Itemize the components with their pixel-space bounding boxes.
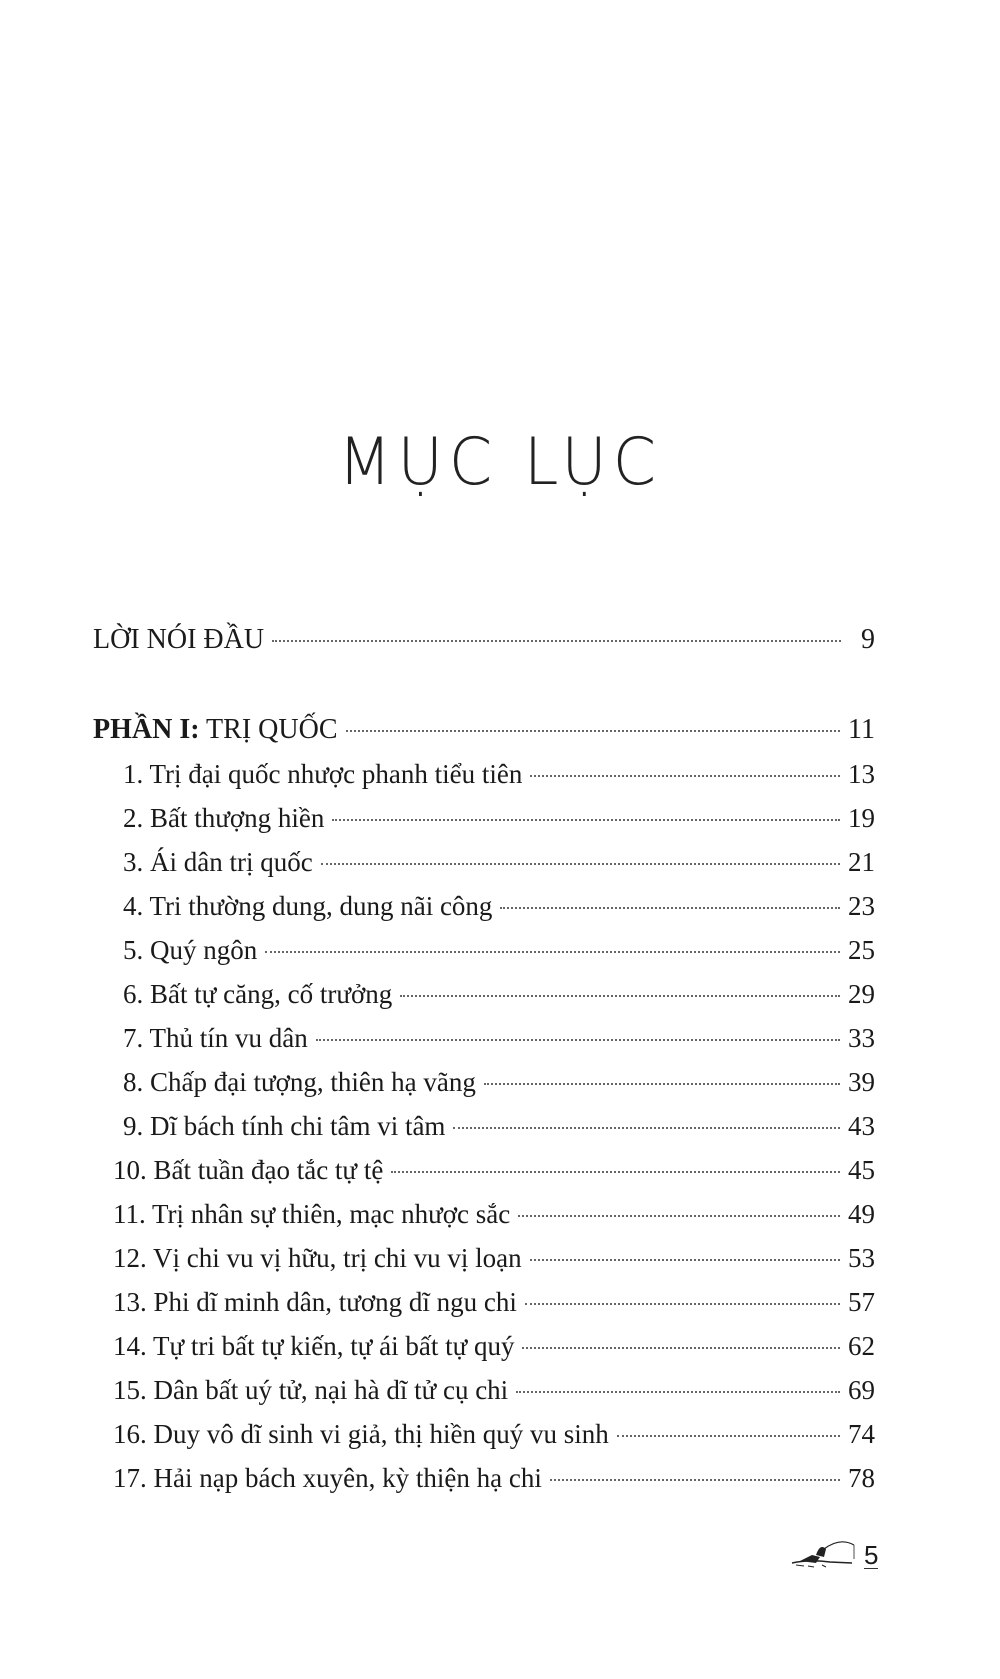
part-prefix: PHẦN I: <box>93 714 200 745</box>
dot-leader <box>550 1479 840 1481</box>
entry-label: 15. Dân bất uý tử, nại hà dĩ tử cụ chi <box>113 1375 509 1405</box>
entry-label: 2. Bất thượng hiền <box>123 803 325 833</box>
toc-entry[interactable] <box>93 1368 875 1412</box>
toc-entry[interactable] <box>93 1104 875 1148</box>
toc-entry[interactable] <box>93 1148 875 1192</box>
dot-leader <box>525 1303 840 1305</box>
toc-entry[interactable] <box>93 1280 875 1324</box>
toc-entry[interactable] <box>93 752 875 796</box>
part-title: TRỊ QUỐC <box>206 714 338 745</box>
dot-leader <box>617 1435 840 1437</box>
toc-entry[interactable] <box>93 1192 875 1236</box>
toc-entry[interactable] <box>93 1412 875 1456</box>
toc-entry[interactable] <box>93 1016 875 1060</box>
dot-leader <box>316 1039 840 1041</box>
fisherman-ornament-icon <box>790 1535 862 1569</box>
page-number: 5 <box>864 1540 879 1570</box>
dot-leader <box>522 1347 840 1349</box>
entry-label: 11. Trị nhân sự thiên, mạc nhược sắc <box>113 1199 511 1229</box>
dot-leader <box>272 640 841 642</box>
entry-label: 8. Chấp đại tượng, thiên hạ vãng <box>123 1067 476 1097</box>
entry-label: 3. Ái dân trị quốc <box>123 847 313 877</box>
entry-page: 53 <box>848 1243 875 1273</box>
toc-entry[interactable] <box>93 1236 875 1280</box>
dot-leader <box>391 1171 840 1173</box>
dot-leader <box>265 951 840 953</box>
page-footer <box>790 1535 878 1569</box>
toc-preface <box>93 618 875 662</box>
entry-page: 39 <box>848 1067 875 1097</box>
entry-page: 29 <box>848 979 875 1009</box>
entry-label: LỜI NÓI ĐẦU <box>93 624 265 655</box>
dot-leader <box>453 1127 840 1129</box>
dot-leader <box>500 907 840 909</box>
entry-page: 11 <box>848 714 875 745</box>
toc-entry[interactable] <box>93 884 875 928</box>
entry-label: 16. Duy vô dĩ sinh vi giả, thị hiền quý vu sinh <box>113 1419 609 1449</box>
toc-entry[interactable] <box>93 928 875 972</box>
dot-leader <box>484 1083 840 1085</box>
dot-leader <box>332 819 840 821</box>
entry-label: 4. Tri thường dung, dung nãi công <box>123 891 493 921</box>
toc-entry-part[interactable] <box>93 708 875 752</box>
entry-label: 5. Quý ngôn <box>123 935 258 965</box>
entry-page: 57 <box>848 1287 875 1317</box>
dot-leader <box>346 730 841 732</box>
dot-leader <box>530 775 840 777</box>
toc-entry[interactable] <box>93 1060 875 1104</box>
dot-leader <box>516 1391 840 1393</box>
entry-page: 49 <box>848 1199 875 1229</box>
toc-entry[interactable] <box>93 1456 875 1500</box>
entry-page: 69 <box>848 1375 875 1405</box>
toc-entry-preface[interactable] <box>93 618 875 662</box>
entry-label: 6. Bất tự căng, cố trưởng <box>123 979 393 1009</box>
entry-page: 45 <box>848 1155 875 1185</box>
entry-label: 14. Tự tri bất tự kiến, tự ái bất tự quý <box>113 1331 515 1361</box>
entry-label: 13. Phi dĩ minh dân, tương dĩ ngu chi <box>113 1287 517 1317</box>
entry-page: 21 <box>848 847 875 877</box>
entry-label: 9. Dĩ bách tính chi tâm vi tâm <box>123 1111 446 1141</box>
toc-entry[interactable] <box>93 1324 875 1368</box>
entry-label: 12. Vị chi vu vị hữu, trị chi vu vị loạn <box>113 1243 522 1273</box>
entry-page: 19 <box>848 803 875 833</box>
entry-label: 10. Bất tuần đạo tắc tự tệ <box>113 1155 384 1185</box>
entry-page: 23 <box>848 891 875 921</box>
dot-leader <box>400 995 840 997</box>
dot-leader <box>321 863 840 865</box>
dot-leader <box>518 1215 840 1217</box>
entry-page: 74 <box>848 1419 875 1449</box>
entry-page: 78 <box>848 1463 875 1493</box>
toc-part-1 <box>93 708 875 1500</box>
toc-items <box>93 752 875 1500</box>
entry-page: 33 <box>848 1023 875 1053</box>
entry-page: 13 <box>848 759 875 789</box>
page-title: MỤC LỤC <box>338 423 662 500</box>
entry-label <box>93 708 338 752</box>
dot-leader <box>530 1259 840 1261</box>
entry-page: 62 <box>848 1331 875 1361</box>
toc-entry[interactable] <box>93 796 875 840</box>
entry-label: 1. Trị đại quốc nhược phanh tiểu tiên <box>123 759 523 789</box>
entry-label: 17. Hải nạp bách xuyên, kỳ thiện hạ chi <box>113 1463 542 1493</box>
entry-label: 7. Thủ tín vu dân <box>123 1023 308 1053</box>
entry-page: 9 <box>861 624 875 655</box>
toc-entry[interactable] <box>93 840 875 884</box>
entry-page: 25 <box>848 935 875 965</box>
entry-page: 43 <box>848 1111 875 1141</box>
toc-entry[interactable] <box>93 972 875 1016</box>
